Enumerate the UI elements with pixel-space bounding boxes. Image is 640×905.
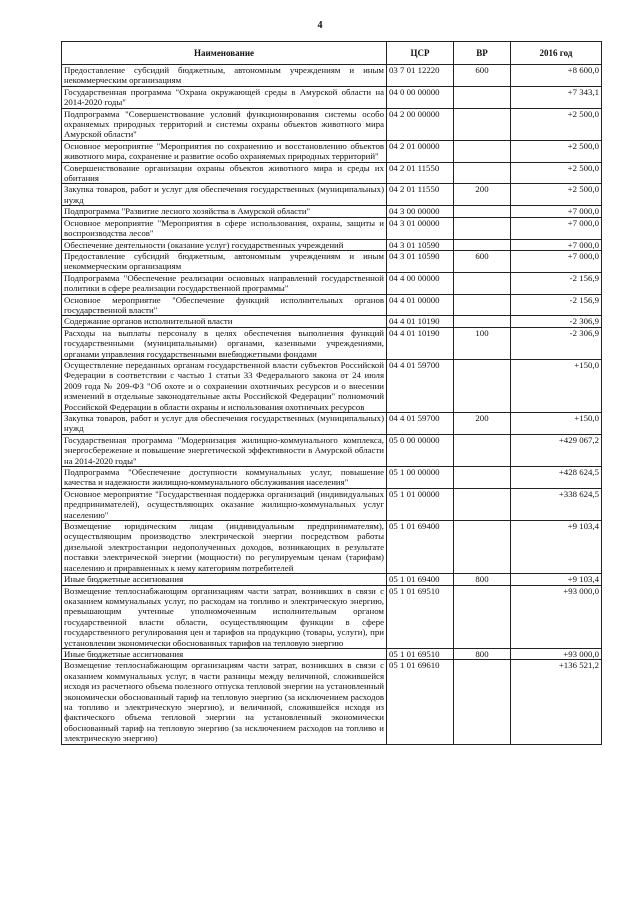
cell-name: Возмещение юридическим лицам (индивидуальным предпринимателям), осуществляющим производство электрической энергии посредством работы дизельной электростанции недополученных доходов, возникающих в результате поставки электрической энергии (мощности) по регулируемым ценам (тарифам) населению и приравненных к нему категориям потребителей bbox=[62, 521, 387, 574]
table-row bbox=[62, 217, 602, 239]
header-year: 2016 год bbox=[511, 42, 602, 65]
table-row bbox=[62, 434, 602, 466]
header-name: Наименование bbox=[62, 42, 387, 65]
cell-csr: 04 2 01 11550 bbox=[387, 184, 454, 206]
cell-name: Возмещение теплоснабжающим организациям части затрат, возникших в связи с оказанием коммунальных услуг, в части разницы между величиной, сложившейся исходя из расчетного объема полезного отпуска тепловой энергии на установленный экономически обоснованный тариф на тепловую энергию (за исключением расходов на топливо и электрическую энергию), и величиной, сложившейся исходя из фактического объема тепловой энергии на установленный экономически обоснованный тариф на тепловую энергию (за исключением расходов на топливо и электрическую энергию) bbox=[62, 660, 387, 744]
cell-sum: +150,0 bbox=[511, 359, 602, 412]
cell-vr bbox=[454, 660, 511, 744]
table-row bbox=[62, 327, 602, 359]
cell-sum: +2 500,0 bbox=[511, 140, 602, 162]
cell-csr: 04 4 01 59700 bbox=[387, 359, 454, 412]
cell-vr bbox=[454, 86, 511, 108]
table-row bbox=[62, 140, 602, 162]
table-row bbox=[62, 65, 602, 87]
cell-csr: 05 1 01 69510 bbox=[387, 648, 454, 659]
cell-csr: 04 0 00 00000 bbox=[387, 86, 454, 108]
cell-sum: -2 156,9 bbox=[511, 294, 602, 316]
table-row bbox=[62, 413, 602, 435]
page-number: 4 bbox=[317, 20, 323, 31]
table-row bbox=[62, 272, 602, 294]
cell-name: Подпрограмма "Развитие лесного хозяйства в Амурской области" bbox=[62, 206, 387, 217]
table-row bbox=[62, 359, 602, 412]
cell-csr: 04 4 00 00000 bbox=[387, 272, 454, 294]
table-row bbox=[62, 585, 602, 648]
cell-name: Закупка товаров, работ и услуг для обеспечения государственных (муниципальных) нужд bbox=[62, 413, 387, 435]
cell-sum: +93 000,0 bbox=[511, 648, 602, 659]
cell-sum: +7 000,0 bbox=[511, 239, 602, 250]
cell-sum: -2 306,9 bbox=[511, 316, 602, 327]
table-row bbox=[62, 239, 602, 250]
table-row bbox=[62, 488, 602, 520]
cell-vr bbox=[454, 162, 511, 184]
cell-name: Возмещение теплоснабжающим организациям части затрат, возникших в связи с оказанием коммунальных услуг, по расходам на топливо и электрическую энергию, превышающим учтенные уполномоченным исполнительным органом государственной власти области, осуществляющим функции в сфере государственного регулирования цен и тарифов на продукцию (товары, услуги), при установлении экономически обоснованных тарифов на тепловую энергию bbox=[62, 585, 387, 648]
cell-sum: +2 500,0 bbox=[511, 184, 602, 206]
cell-name: Подпрограмма "Совершенствование условий функционирования системы особо охраняемых природных территорий и системы охраны объектов животного мира Амурской области" bbox=[62, 108, 387, 140]
table-row bbox=[62, 108, 602, 140]
cell-name: Основное мероприятие "Мероприятия по сохранению и восстановлению объектов животного мира, сохранение и развитие особо охраняемых природных территорий" bbox=[62, 140, 387, 162]
cell-vr bbox=[454, 294, 511, 316]
cell-csr: 05 0 00 00000 bbox=[387, 434, 454, 466]
cell-csr: 05 1 01 69610 bbox=[387, 660, 454, 744]
cell-csr: 04 4 01 10190 bbox=[387, 327, 454, 359]
cell-vr bbox=[454, 108, 511, 140]
cell-name: Подпрограмма "Обеспечение доступности коммунальных услуг, повышение качества и надежности жилищно-коммунального обслуживания населения" bbox=[62, 467, 387, 489]
cell-vr bbox=[454, 316, 511, 327]
header-vr: ВР bbox=[454, 42, 511, 65]
cell-csr: 04 3 01 00000 bbox=[387, 217, 454, 239]
cell-sum: +2 500,0 bbox=[511, 108, 602, 140]
cell-csr: 04 4 01 59700 bbox=[387, 413, 454, 435]
cell-csr: 04 3 00 00000 bbox=[387, 206, 454, 217]
cell-vr bbox=[454, 272, 511, 294]
cell-vr bbox=[454, 467, 511, 489]
header-csr: ЦСР bbox=[387, 42, 454, 65]
cell-sum: +136 521,2 bbox=[511, 660, 602, 744]
cell-vr bbox=[454, 217, 511, 239]
cell-vr: 200 bbox=[454, 184, 511, 206]
budget-table bbox=[61, 41, 602, 745]
cell-sum: +93 000,0 bbox=[511, 585, 602, 648]
cell-name: Осуществление переданных органам государственной власти субъектов Российской Федерации в соответствии с частью 1 статьи 33 Федерального закона от 24 июля 2009 года № 209-ФЗ "Об охоте и о сохранении охотничьих ресурсов и о внесении изменений в отдельные законодательные акты Российской Федерации" полномочий Российской Федерации в области охраны и использования охотничьих ресурсов bbox=[62, 359, 387, 412]
cell-vr: 800 bbox=[454, 574, 511, 585]
cell-vr bbox=[454, 359, 511, 412]
cell-vr bbox=[454, 585, 511, 648]
cell-csr: 05 1 01 69510 bbox=[387, 585, 454, 648]
cell-sum: +338 624,5 bbox=[511, 488, 602, 520]
cell-vr: 800 bbox=[454, 648, 511, 659]
cell-vr bbox=[454, 521, 511, 574]
cell-name: Государственная программа "Охрана окружающей среды в Амурской области на 2014-2020 годы" bbox=[62, 86, 387, 108]
table-row bbox=[62, 574, 602, 585]
cell-csr: 04 3 01 10590 bbox=[387, 239, 454, 250]
cell-vr bbox=[454, 434, 511, 466]
cell-vr bbox=[454, 140, 511, 162]
cell-csr: 05 1 01 69400 bbox=[387, 574, 454, 585]
cell-sum: +8 600,0 bbox=[511, 65, 602, 87]
cell-name: Закупка товаров, работ и услуг для обеспечения государственных (муниципальных) нужд bbox=[62, 184, 387, 206]
cell-csr: 05 1 01 00000 bbox=[387, 488, 454, 520]
cell-name: Обеспечение деятельности (оказание услуг) государственных учреждений bbox=[62, 239, 387, 250]
cell-name: Основное мероприятие "Обеспечение функций исполнительных органов государственной власти" bbox=[62, 294, 387, 316]
cell-csr: 03 7 01 12220 bbox=[387, 65, 454, 87]
table-body bbox=[62, 65, 602, 745]
table-row bbox=[62, 648, 602, 659]
cell-sum: +9 103,4 bbox=[511, 521, 602, 574]
cell-sum: -2 306,9 bbox=[511, 327, 602, 359]
cell-sum: +7 000,0 bbox=[511, 217, 602, 239]
cell-name: Содержание органов исполнительной власти bbox=[62, 316, 387, 327]
cell-csr: 04 2 01 11550 bbox=[387, 162, 454, 184]
cell-vr bbox=[454, 239, 511, 250]
cell-sum: +7 343,1 bbox=[511, 86, 602, 108]
table-header-row bbox=[62, 42, 602, 65]
cell-sum: -2 156,9 bbox=[511, 272, 602, 294]
table-row bbox=[62, 660, 602, 744]
cell-sum: +9 103,4 bbox=[511, 574, 602, 585]
table-row bbox=[62, 316, 602, 327]
cell-csr: 05 1 00 00000 bbox=[387, 467, 454, 489]
cell-sum: +7 000,0 bbox=[511, 206, 602, 217]
table-row bbox=[62, 206, 602, 217]
cell-csr: 05 1 01 69400 bbox=[387, 521, 454, 574]
table-row bbox=[62, 521, 602, 574]
cell-name: Иные бюджетные ассигнования bbox=[62, 574, 387, 585]
cell-vr bbox=[454, 488, 511, 520]
table-row bbox=[62, 162, 602, 184]
cell-name: Предоставление субсидий бюджетным, автономным учреждениям и иным некоммерческим организациям bbox=[62, 250, 387, 272]
cell-name: Совершенствование организации охраны объектов животного мира и среды их обитания bbox=[62, 162, 387, 184]
cell-vr: 200 bbox=[454, 413, 511, 435]
cell-sum: +428 624,5 bbox=[511, 467, 602, 489]
cell-sum: +2 500,0 bbox=[511, 162, 602, 184]
cell-name: Основное мероприятие "Мероприятия в сфере использования, охраны, защиты и воспроизводства лесов" bbox=[62, 217, 387, 239]
cell-sum: +150,0 bbox=[511, 413, 602, 435]
cell-vr: 600 bbox=[454, 65, 511, 87]
table-row bbox=[62, 294, 602, 316]
table-row bbox=[62, 250, 602, 272]
cell-name: Иные бюджетные ассигнования bbox=[62, 648, 387, 659]
cell-csr: 04 2 00 00000 bbox=[387, 108, 454, 140]
cell-csr: 04 2 01 00000 bbox=[387, 140, 454, 162]
table-row bbox=[62, 86, 602, 108]
cell-sum: +429 067,2 bbox=[511, 434, 602, 466]
cell-name: Расходы на выплаты персоналу в целях обеспечения выполнения функций государственными (муниципальными) органами, казенными учреждениями, органами управления государственными внебюджетными фондами bbox=[62, 327, 387, 359]
cell-csr: 04 4 01 10190 bbox=[387, 316, 454, 327]
table-row bbox=[62, 467, 602, 489]
cell-name: Государственная программа "Модернизация жилищно-коммунального комплекса, энергосбережение и повышение энергетической эффективности в Амурской области на 2014-2020 годы" bbox=[62, 434, 387, 466]
cell-name: Подпрограмма "Обеспечение реализации основных направлений государственной политики в сфере реализации государственной программы" bbox=[62, 272, 387, 294]
cell-vr bbox=[454, 206, 511, 217]
cell-vr: 100 bbox=[454, 327, 511, 359]
table-row bbox=[62, 184, 602, 206]
cell-vr: 600 bbox=[454, 250, 511, 272]
cell-csr: 04 3 01 10590 bbox=[387, 250, 454, 272]
cell-name: Основное мероприятие "Государственная поддержка организаций (индивидуальных предпринимателей), осуществляющих оказание жилищно-коммунальных услуг населению" bbox=[62, 488, 387, 520]
cell-csr: 04 4 01 00000 bbox=[387, 294, 454, 316]
cell-name: Предоставление субсидий бюджетным, автономным учреждениям и иным некоммерческим организациям bbox=[62, 65, 387, 87]
cell-sum: +7 000,0 bbox=[511, 250, 602, 272]
